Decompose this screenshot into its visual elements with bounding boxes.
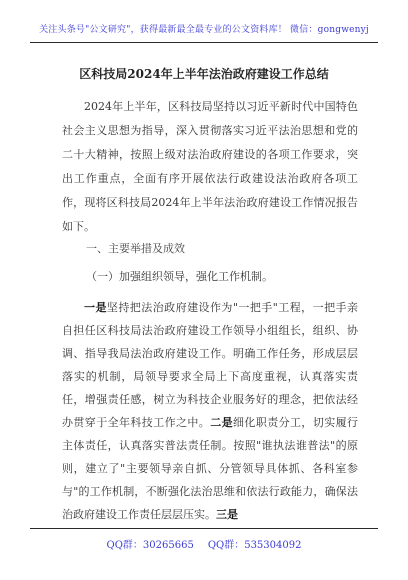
subsection-heading: （一）加强组织领导，强化工作机制。 xyxy=(86,270,273,283)
lead-third: 三是 xyxy=(216,508,238,521)
paragraph-measures xyxy=(62,296,358,526)
section-heading: 一、主要举措及成效 xyxy=(86,242,185,255)
lead-first: 一是 xyxy=(84,301,107,314)
header-banner: 关注头条号"公文研究"，获得最新最全最专业的公文资料库！ 微信：gongwenyj xyxy=(39,25,369,35)
footer-divider xyxy=(30,528,378,529)
lead-second: 二是 xyxy=(210,416,234,429)
footer-qq-group-2: QQ群：535304092 xyxy=(207,540,302,551)
paragraph-intro: 2024年上半年，区科技局坚持以习近平新时代中国特色社会主义思想为指导，深入贯彻落实习近平法治思想和党的二十大精神，按照上级对法治政府建设的各项工作要求，突出工作重点，全面有序开展依法行政建设法治政府各项工作，现将区科技局2024年上半年法治政府建设工作情况报告如下。 xyxy=(62,100,358,233)
paragraph-measures-part2: 细化职责分工，切实履行主体责任，认真落实普法责任制。按照"谁执法谁普法"的原则，建立了"主要领导亲自抓、分管领导具体抓、各科室参与"的工作机制，不断强化法治思维和依法行政能力，确保法治政府建设工作责任层层压实。 xyxy=(62,416,359,521)
header-divider xyxy=(30,42,378,43)
paragraph-measures-part1: 坚持把法治政府建设作为"一把手"工程，一把手亲自担任区科技局法治政府建设工作领导小组组长，组织、协调、指导我局法治政府建设工作。明确工作任务，形成层层落实的机制，局领导要求全局上下高度重视，认真落实责任，增强责任感，树立为科技企业服务好的理念，把依法经办贯穿于全年科技工作之中。 xyxy=(62,301,358,429)
footer-qq-group-1: QQ群：30265665 xyxy=(106,540,194,551)
document-title: 区科技局2024年上半年法治政府建设工作总结 xyxy=(79,67,329,81)
footer xyxy=(0,536,408,551)
